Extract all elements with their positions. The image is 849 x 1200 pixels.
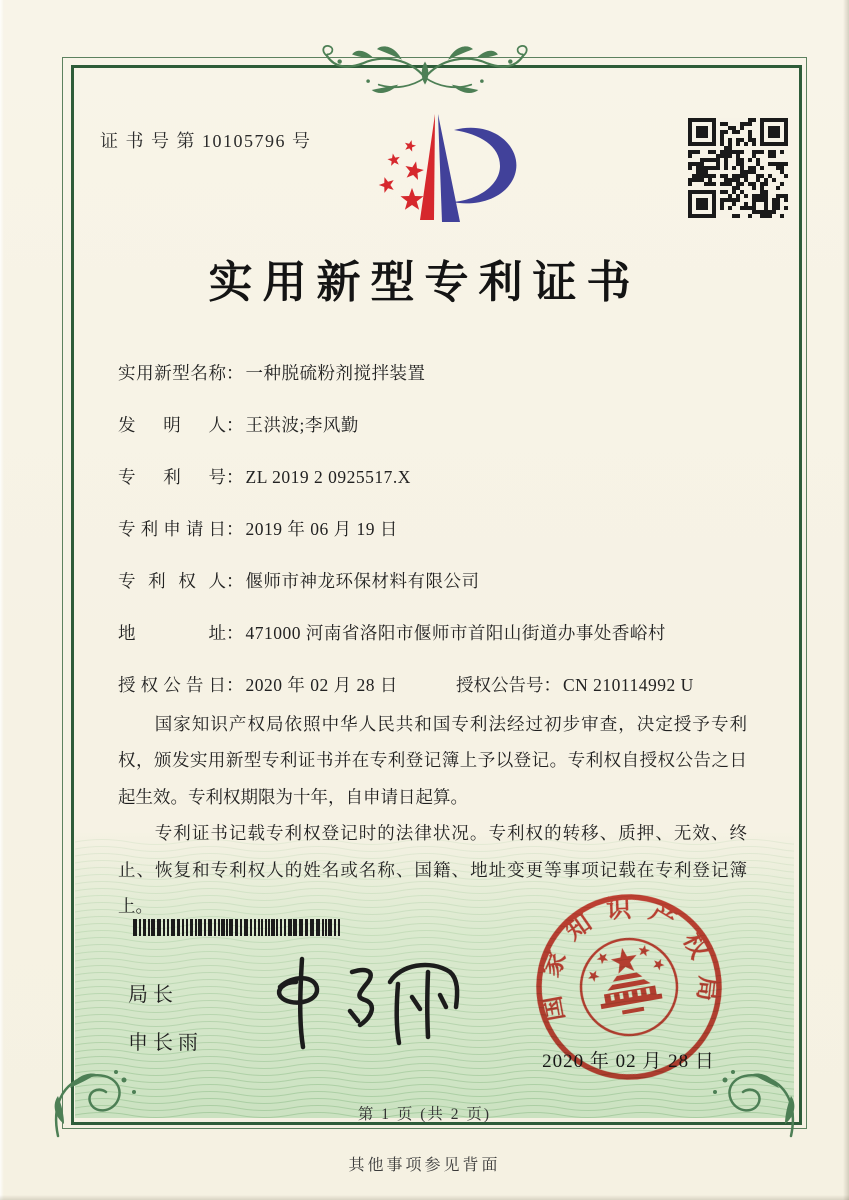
commissioner-signature bbox=[255, 942, 470, 1060]
barcode-bar bbox=[305, 919, 308, 936]
back-side-note: 其他事项参见背面 bbox=[348, 1157, 501, 1174]
field-label: 实用新型名称 bbox=[118, 363, 226, 383]
field-list bbox=[118, 360, 758, 724]
barcode-bar bbox=[268, 919, 270, 936]
field-label: 专利号 bbox=[118, 467, 226, 487]
barcode-bar bbox=[204, 919, 206, 936]
commissioner-block bbox=[128, 978, 203, 1055]
field-value: CN 210114992 U bbox=[563, 675, 694, 695]
field-label: 专利权人 bbox=[118, 571, 226, 591]
logo-p-swoosh bbox=[452, 128, 516, 204]
barcode-bar bbox=[280, 919, 282, 936]
barcode-bar bbox=[226, 919, 228, 936]
field-colon: ： bbox=[226, 519, 244, 539]
field-value: 一种脱硫粉剂搅拌装置 bbox=[245, 363, 426, 383]
field-name bbox=[118, 360, 758, 412]
barcode-bar bbox=[254, 919, 256, 936]
field-colon: ： bbox=[226, 571, 244, 591]
barcode-bar bbox=[334, 919, 336, 936]
barcode-bar bbox=[195, 919, 197, 936]
barcode-bar bbox=[186, 919, 188, 936]
barcode-bar bbox=[288, 919, 292, 936]
barcode-bar bbox=[328, 919, 332, 936]
field-inventor bbox=[118, 412, 758, 464]
barcode-bar bbox=[240, 919, 242, 936]
barcode-bar bbox=[338, 919, 340, 936]
field-colon: ： bbox=[226, 363, 244, 383]
legal-paragraph-1: 国家知识产权局依照中华人民共和国专利法经过初步审查，决定授予专利权，颁发实用新型专利证书并在专利登记簿上予以登记。专利权自授权公告之日起生效。专利权期限为十年，自申请日起算。 bbox=[118, 714, 747, 807]
legal-paragraph-2: 专利证书记载专利权登记时的法律状况。专利权的转移、质押、无效、终止、恢复和专利权人的姓名或名称、国籍、地址变更等事项记载在专利登记簿上。 bbox=[118, 823, 747, 916]
barcode-bar bbox=[151, 919, 155, 936]
seal-text: 国家知识产权局 bbox=[535, 895, 722, 1024]
barcode-bar bbox=[265, 919, 267, 936]
field-value: ZL 2019 2 0925517.X bbox=[245, 467, 411, 487]
barcode-bar bbox=[133, 919, 137, 936]
barcode-bar bbox=[143, 919, 146, 936]
barcode-bar bbox=[316, 919, 320, 936]
barcode-bar bbox=[171, 919, 175, 936]
barcode-bar bbox=[139, 919, 141, 936]
barcode-bar bbox=[190, 919, 193, 936]
commissioner-name: 申长雨 bbox=[128, 1032, 203, 1054]
barcode-bar bbox=[235, 919, 238, 936]
barcode-bar bbox=[244, 919, 248, 936]
barcode-bar bbox=[214, 919, 216, 936]
barcode-bar bbox=[293, 919, 297, 936]
barcode-bar bbox=[198, 919, 202, 936]
field-filing-date bbox=[118, 516, 758, 568]
field-colon: ： bbox=[226, 675, 244, 695]
field-label: 专利申请日 bbox=[118, 519, 226, 539]
certificate-number: 证 书 号 第 10105796 号 bbox=[100, 131, 312, 151]
barcode-bar bbox=[157, 919, 161, 936]
field-value: 王洪波;李风勤 bbox=[245, 415, 359, 435]
barcode-bar bbox=[325, 919, 327, 936]
field-label: 授权公告日 bbox=[118, 675, 226, 695]
scan-edge-right bbox=[843, 0, 849, 1200]
field-value: 偃师市神龙环保材料有限公司 bbox=[245, 571, 480, 591]
barcode-bar bbox=[229, 919, 233, 936]
barcode-bar bbox=[177, 919, 180, 936]
field-label: 地址 bbox=[118, 623, 226, 643]
seal-date: 2020 年 02 月 28 日 bbox=[542, 1051, 715, 1072]
barcode-bar bbox=[163, 919, 165, 936]
barcode bbox=[133, 919, 345, 936]
field-grant-number bbox=[456, 672, 694, 697]
barcode-bar bbox=[276, 919, 278, 936]
barcode-bar bbox=[250, 919, 252, 936]
field-label: 发明人 bbox=[118, 415, 226, 435]
logo-stars bbox=[377, 139, 425, 210]
barcode-bar bbox=[208, 919, 212, 936]
barcode-bar bbox=[148, 919, 150, 936]
field-colon: ： bbox=[226, 467, 244, 487]
field-patent-number bbox=[118, 464, 758, 516]
field-value: 2019 年 06 月 19 日 bbox=[245, 519, 398, 539]
barcode-bar bbox=[284, 919, 286, 936]
field-value: 471000 河南省洛阳市偃师市首阳山街道办事处香峪村 bbox=[245, 623, 666, 643]
field-address bbox=[118, 620, 758, 672]
page-number: 第 1 页 (共 2 页) bbox=[357, 1106, 492, 1123]
qr-code bbox=[688, 118, 788, 218]
field-colon: ： bbox=[226, 623, 244, 643]
barcode-bar bbox=[271, 919, 275, 936]
barcode-bar bbox=[221, 919, 225, 936]
scan-edge-left bbox=[0, 0, 4, 1200]
barcode-bar bbox=[299, 919, 303, 936]
barcode-bar bbox=[167, 919, 169, 936]
barcode-bar bbox=[258, 919, 260, 936]
national-emblem-icon bbox=[573, 931, 684, 1042]
barcode-bar bbox=[322, 919, 324, 936]
barcode-bar bbox=[218, 919, 220, 936]
certificate-title: 实用新型专利证书 bbox=[208, 258, 641, 307]
commissioner-title: 局长 bbox=[128, 984, 178, 1006]
field-colon: ： bbox=[543, 675, 561, 695]
ornament-right-half bbox=[425, 46, 527, 93]
cnipa-logo bbox=[368, 108, 534, 232]
field-patentee bbox=[118, 568, 758, 620]
barcode-bar bbox=[182, 919, 184, 936]
field-value: 2020 年 02 月 28 日 bbox=[245, 675, 398, 695]
ornament-left-half bbox=[323, 46, 425, 93]
barcode-bar bbox=[261, 919, 263, 936]
scan-edge-bottom bbox=[0, 1195, 849, 1200]
logo-red-wedge bbox=[420, 114, 435, 220]
field-label: 授权公告号 bbox=[456, 675, 544, 695]
field-colon: ： bbox=[226, 415, 244, 435]
barcode-bar bbox=[310, 919, 314, 936]
